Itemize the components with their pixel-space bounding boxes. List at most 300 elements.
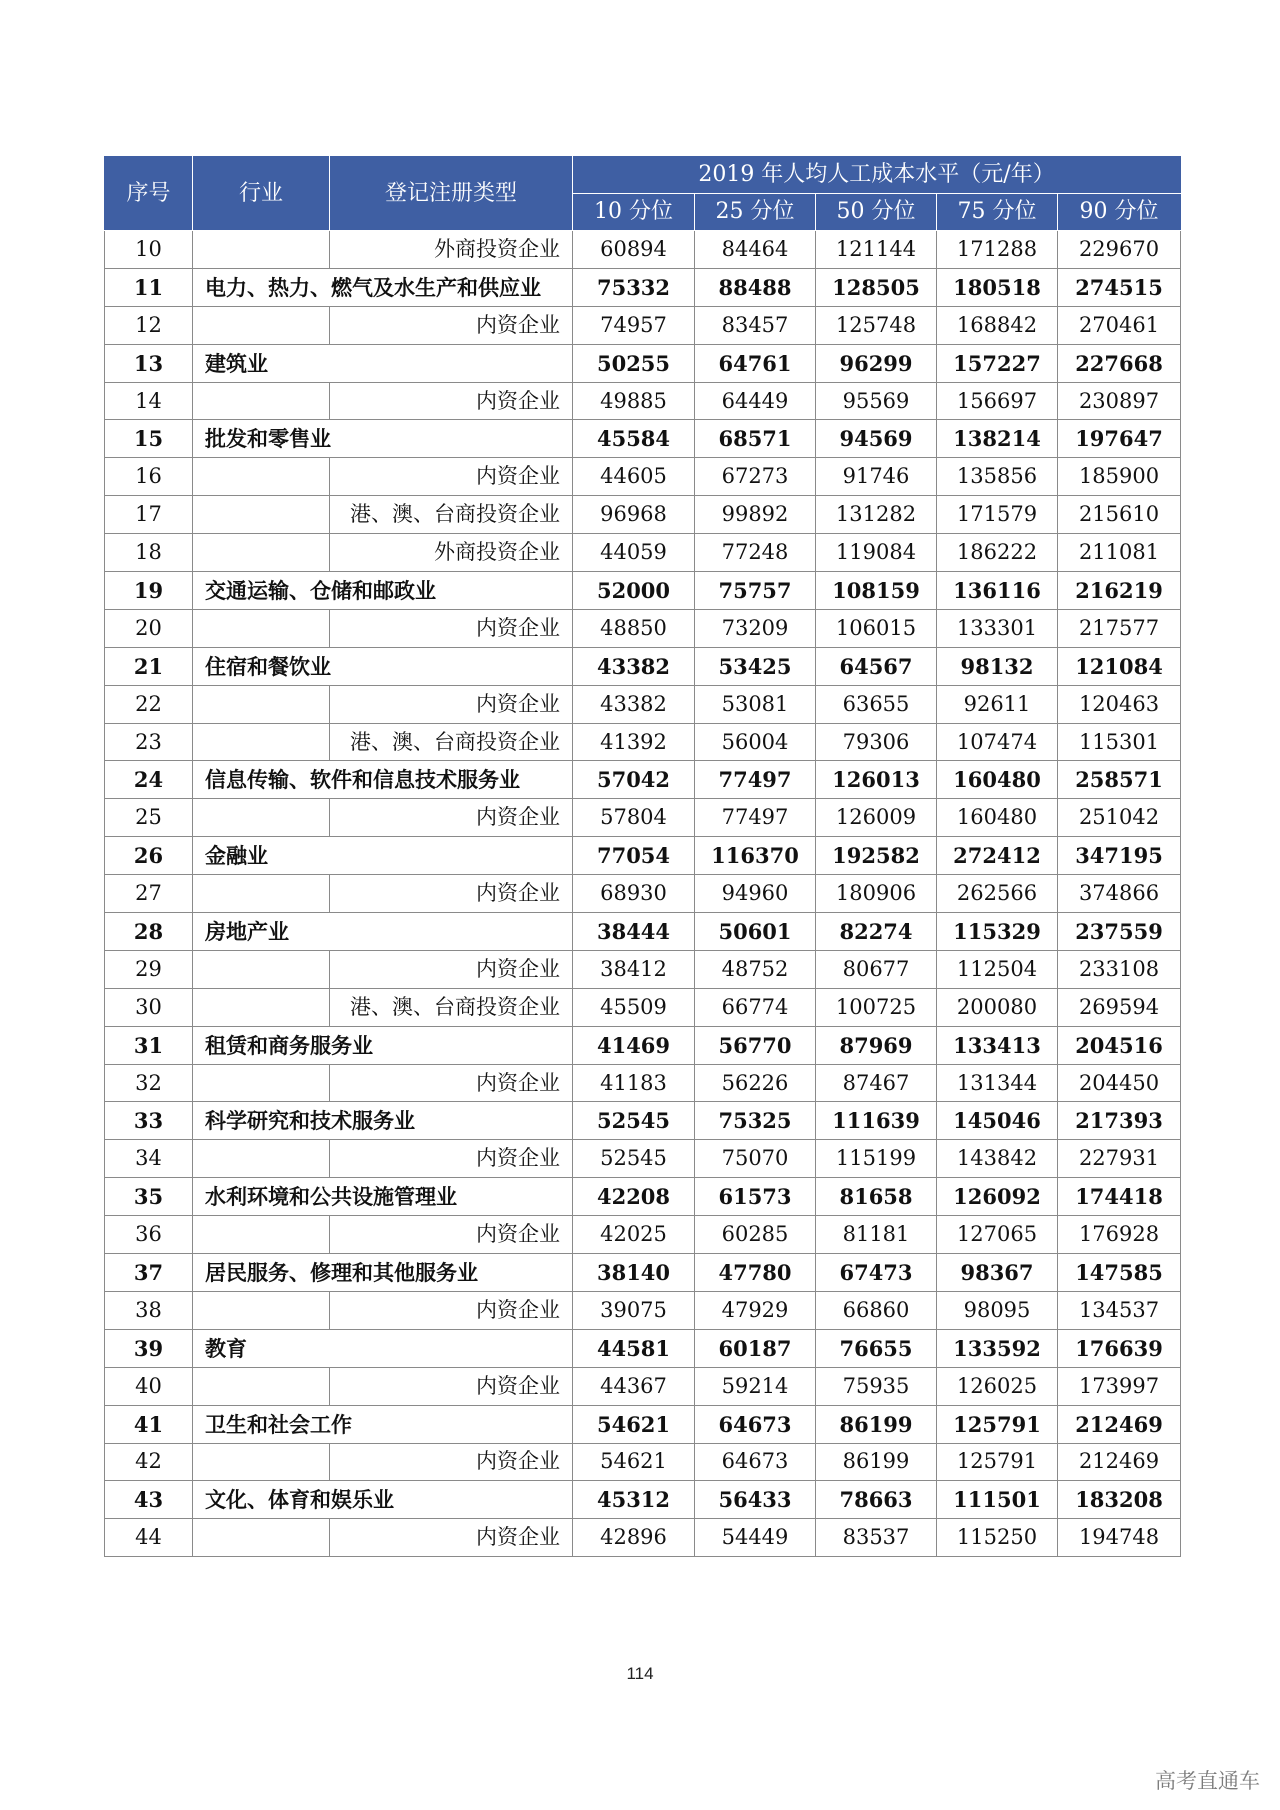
cell-p50: 95569 [816, 382, 937, 420]
table-row [105, 382, 1181, 420]
cell-industry [193, 988, 330, 1026]
header-p10: 10 分位 [573, 194, 695, 231]
cell-industry: 租赁和商务服务业 [193, 1026, 330, 1064]
cell-p75: 171579 [937, 496, 1058, 534]
table-row [105, 1178, 1181, 1216]
cell-p10: 44367 [573, 1367, 695, 1405]
cell-p50: 91746 [816, 458, 937, 496]
cell-p25: 77248 [695, 534, 816, 572]
cell-p75: 180518 [937, 268, 1058, 306]
cell-industry: 电力、热力、燃气及水生产和供应业 [193, 268, 330, 306]
cell-p25: 66774 [695, 988, 816, 1026]
cell-industry: 科学研究和技术服务业 [193, 1102, 330, 1140]
cell-p25: 116370 [695, 837, 816, 875]
header-p25: 25 分位 [695, 194, 816, 231]
cell-seq: 30 [105, 988, 193, 1026]
cell-industry [193, 458, 330, 496]
cell-p50: 81181 [816, 1216, 937, 1254]
cell-p75: 135856 [937, 458, 1058, 496]
cell-p90: 227668 [1058, 344, 1181, 382]
table-row [105, 723, 1181, 761]
cell-p90: 197647 [1058, 420, 1181, 458]
table-row [105, 1405, 1181, 1443]
cell-p75: 186222 [937, 534, 1058, 572]
cell-p90: 269594 [1058, 988, 1181, 1026]
cell-p90: 258571 [1058, 761, 1181, 799]
cell-p10: 45312 [573, 1481, 695, 1519]
cell-seq: 38 [105, 1291, 193, 1329]
cell-p90: 134537 [1058, 1291, 1181, 1329]
cell-p10: 42208 [573, 1178, 695, 1216]
cell-p50: 106015 [816, 609, 937, 647]
cell-p50: 125748 [816, 306, 937, 344]
cell-industry: 教育 [193, 1329, 330, 1367]
cell-p10: 43382 [573, 647, 695, 685]
cell-p50: 66860 [816, 1291, 937, 1329]
cell-p25: 56433 [695, 1481, 816, 1519]
cell-p90: 233108 [1058, 950, 1181, 988]
cell-reg-type: 内资企业 [330, 685, 573, 723]
labor-cost-table [104, 156, 1181, 1557]
cell-seq: 39 [105, 1329, 193, 1367]
cell-seq: 10 [105, 231, 193, 269]
table-row [105, 1216, 1181, 1254]
cell-p75: 125791 [937, 1405, 1058, 1443]
cell-p90: 121084 [1058, 647, 1181, 685]
cell-reg-type [330, 1329, 573, 1367]
cell-p10: 38412 [573, 950, 695, 988]
cell-reg-type [330, 344, 573, 382]
watermark-text: 高考直通车 [1155, 1769, 1260, 1793]
cell-seq: 36 [105, 1216, 193, 1254]
cell-industry: 居民服务、修理和其他服务业 [193, 1254, 330, 1292]
page-number: 114 [626, 1664, 654, 1683]
cell-p75: 98132 [937, 647, 1058, 685]
cell-reg-type [330, 837, 573, 875]
cell-p75: 112504 [937, 950, 1058, 988]
table-row [105, 837, 1181, 875]
cell-seq: 20 [105, 609, 193, 647]
table-row [105, 1481, 1181, 1519]
cell-industry [193, 875, 330, 913]
cell-p10: 68930 [573, 875, 695, 913]
cell-p75: 200080 [937, 988, 1058, 1026]
header-p90: 90 分位 [1058, 194, 1181, 231]
header-p50: 50 分位 [816, 194, 937, 231]
cell-p75: 156697 [937, 382, 1058, 420]
cell-p90: 212469 [1058, 1443, 1181, 1481]
cell-p10: 52545 [573, 1102, 695, 1140]
cell-p90: 183208 [1058, 1481, 1181, 1519]
cell-reg-type [330, 647, 573, 685]
cell-p25: 94960 [695, 875, 816, 913]
cell-seq: 31 [105, 1026, 193, 1064]
cell-p75: 145046 [937, 1102, 1058, 1140]
table-row [105, 534, 1181, 572]
cell-industry [193, 609, 330, 647]
cell-p25: 56004 [695, 723, 816, 761]
cell-p75: 125791 [937, 1443, 1058, 1481]
cost-table-container [104, 156, 1180, 1557]
cell-p50: 67473 [816, 1254, 937, 1292]
cell-reg-type: 内资企业 [330, 875, 573, 913]
cell-reg-type: 外商投资企业 [330, 534, 573, 572]
cell-p75: 107474 [937, 723, 1058, 761]
cell-reg-type: 内资企业 [330, 1216, 573, 1254]
cell-p25: 59214 [695, 1367, 816, 1405]
cell-p90: 204516 [1058, 1026, 1181, 1064]
cell-p10: 54621 [573, 1405, 695, 1443]
cell-p10: 39075 [573, 1291, 695, 1329]
cell-p90: 204450 [1058, 1064, 1181, 1102]
cell-p50: 131282 [816, 496, 937, 534]
table-row [105, 609, 1181, 647]
cell-seq: 28 [105, 913, 193, 951]
cell-seq: 37 [105, 1254, 193, 1292]
cell-p25: 75070 [695, 1140, 816, 1178]
cell-p75: 133592 [937, 1329, 1058, 1367]
cell-seq: 14 [105, 382, 193, 420]
cell-p50: 119084 [816, 534, 937, 572]
cell-p75: 136116 [937, 572, 1058, 610]
cell-p90: 194748 [1058, 1519, 1181, 1557]
cell-p10: 42896 [573, 1519, 695, 1557]
table-row [105, 306, 1181, 344]
cell-p50: 121144 [816, 231, 937, 269]
cell-p90: 347195 [1058, 837, 1181, 875]
table-row [105, 875, 1181, 913]
cell-p10: 38140 [573, 1254, 695, 1292]
cell-seq: 23 [105, 723, 193, 761]
table-row [105, 950, 1181, 988]
header-industry: 行业 [193, 157, 330, 231]
cell-reg-type [330, 1405, 573, 1443]
cell-industry [193, 685, 330, 723]
cell-p25: 56226 [695, 1064, 816, 1102]
table-row [105, 685, 1181, 723]
cell-p10: 48850 [573, 609, 695, 647]
cell-p75: 171288 [937, 231, 1058, 269]
table-row [105, 1291, 1181, 1329]
cell-industry [193, 306, 330, 344]
cell-reg-type: 内资企业 [330, 382, 573, 420]
cell-p90: 212469 [1058, 1405, 1181, 1443]
cell-p75: 160480 [937, 761, 1058, 799]
cell-p90: 227931 [1058, 1140, 1181, 1178]
cell-p75: 127065 [937, 1216, 1058, 1254]
cell-p75: 160480 [937, 799, 1058, 837]
header-group-title: 2019 年人均人工成本水平（元/年） [573, 157, 1181, 194]
cell-seq: 16 [105, 458, 193, 496]
cell-seq: 25 [105, 799, 193, 837]
cell-p50: 76655 [816, 1329, 937, 1367]
cell-reg-type: 内资企业 [330, 1443, 573, 1481]
cell-industry: 金融业 [193, 837, 330, 875]
cell-p25: 60285 [695, 1216, 816, 1254]
cell-industry [193, 382, 330, 420]
cell-p25: 73209 [695, 609, 816, 647]
cell-industry: 房地产业 [193, 913, 330, 951]
cell-p10: 57804 [573, 799, 695, 837]
table-row [105, 913, 1181, 951]
cell-seq: 40 [105, 1367, 193, 1405]
cell-industry [193, 1064, 330, 1102]
cell-industry: 建筑业 [193, 344, 330, 382]
cell-industry [193, 1443, 330, 1481]
cell-p50: 87467 [816, 1064, 937, 1102]
cell-reg-type: 内资企业 [330, 306, 573, 344]
cell-p90: 176639 [1058, 1329, 1181, 1367]
table-row [105, 268, 1181, 306]
table-row [105, 1064, 1181, 1102]
cell-seq: 41 [105, 1405, 193, 1443]
cell-seq: 34 [105, 1140, 193, 1178]
cell-p10: 42025 [573, 1216, 695, 1254]
cell-p75: 133413 [937, 1026, 1058, 1064]
cell-seq: 12 [105, 306, 193, 344]
cell-seq: 29 [105, 950, 193, 988]
cell-p50: 180906 [816, 875, 937, 913]
cell-seq: 42 [105, 1443, 193, 1481]
cell-p90: 229670 [1058, 231, 1181, 269]
cell-p25: 99892 [695, 496, 816, 534]
cell-p25: 88488 [695, 268, 816, 306]
cell-p10: 44605 [573, 458, 695, 496]
cell-p25: 60187 [695, 1329, 816, 1367]
cell-seq: 11 [105, 268, 193, 306]
cell-p90: 211081 [1058, 534, 1181, 572]
cell-p50: 86199 [816, 1405, 937, 1443]
table-row [105, 988, 1181, 1026]
cell-p75: 98367 [937, 1254, 1058, 1292]
cell-p50: 75935 [816, 1367, 937, 1405]
cell-p90: 174418 [1058, 1178, 1181, 1216]
cell-p75: 157227 [937, 344, 1058, 382]
cell-p25: 75325 [695, 1102, 816, 1140]
cell-industry [193, 496, 330, 534]
cell-p75: 168842 [937, 306, 1058, 344]
cell-p75: 138214 [937, 420, 1058, 458]
cell-p90: 185900 [1058, 458, 1181, 496]
cell-p75: 115250 [937, 1519, 1058, 1557]
cell-p75: 262566 [937, 875, 1058, 913]
cell-p50: 108159 [816, 572, 937, 610]
cell-industry [193, 534, 330, 572]
cell-seq: 19 [105, 572, 193, 610]
cell-seq: 27 [105, 875, 193, 913]
cell-p10: 44581 [573, 1329, 695, 1367]
table-row [105, 1026, 1181, 1064]
cell-p25: 47929 [695, 1291, 816, 1329]
cell-p25: 75757 [695, 572, 816, 610]
cell-p25: 53081 [695, 685, 816, 723]
cell-p75: 111501 [937, 1481, 1058, 1519]
cell-p50: 126013 [816, 761, 937, 799]
cell-p50: 80677 [816, 950, 937, 988]
cell-p25: 64449 [695, 382, 816, 420]
cell-seq: 21 [105, 647, 193, 685]
cell-reg-type [330, 420, 573, 458]
cell-p90: 217393 [1058, 1102, 1181, 1140]
table-row [105, 1254, 1181, 1292]
cell-industry [193, 723, 330, 761]
cell-reg-type [330, 913, 573, 951]
cell-p25: 47780 [695, 1254, 816, 1292]
cell-seq: 35 [105, 1178, 193, 1216]
table-row [105, 420, 1181, 458]
cell-reg-type: 内资企业 [330, 1064, 573, 1102]
cell-industry [193, 231, 330, 269]
cell-p25: 64673 [695, 1443, 816, 1481]
cell-p10: 49885 [573, 382, 695, 420]
cell-p25: 50601 [695, 913, 816, 951]
cell-industry [193, 1140, 330, 1178]
cell-reg-type: 内资企业 [330, 1291, 573, 1329]
cell-p10: 77054 [573, 837, 695, 875]
table-header [105, 157, 1181, 231]
cell-p10: 50255 [573, 344, 695, 382]
table-row [105, 1329, 1181, 1367]
table-row [105, 496, 1181, 534]
cell-p50: 94569 [816, 420, 937, 458]
cell-p50: 111639 [816, 1102, 937, 1140]
cell-p10: 41183 [573, 1064, 695, 1102]
cell-p75: 143842 [937, 1140, 1058, 1178]
cell-p50: 128505 [816, 268, 937, 306]
cell-industry: 卫生和社会工作 [193, 1405, 330, 1443]
cell-industry [193, 950, 330, 988]
cell-p10: 44059 [573, 534, 695, 572]
cell-p75: 115329 [937, 913, 1058, 951]
cell-industry: 水利环境和公共设施管理业 [193, 1178, 330, 1216]
cell-industry [193, 799, 330, 837]
cell-p10: 45509 [573, 988, 695, 1026]
cell-p50: 63655 [816, 685, 937, 723]
cell-p25: 61573 [695, 1178, 816, 1216]
table-row [105, 1367, 1181, 1405]
header-reg-type: 登记注册类型 [330, 157, 573, 231]
cell-p75: 98095 [937, 1291, 1058, 1329]
table-row [105, 572, 1181, 610]
cell-p75: 92611 [937, 685, 1058, 723]
cell-p10: 52545 [573, 1140, 695, 1178]
cell-reg-type: 内资企业 [330, 609, 573, 647]
cell-p25: 83457 [695, 306, 816, 344]
cell-p50: 79306 [816, 723, 937, 761]
cell-seq: 43 [105, 1481, 193, 1519]
cell-p90: 251042 [1058, 799, 1181, 837]
cell-p10: 38444 [573, 913, 695, 951]
cell-p25: 53425 [695, 647, 816, 685]
cell-p10: 74957 [573, 306, 695, 344]
cell-seq: 18 [105, 534, 193, 572]
cell-industry: 住宿和餐饮业 [193, 647, 330, 685]
header-p75: 75 分位 [937, 194, 1058, 231]
cell-industry: 文化、体育和娱乐业 [193, 1481, 330, 1519]
cell-reg-type: 外商投资企业 [330, 231, 573, 269]
cell-p25: 68571 [695, 420, 816, 458]
cell-reg-type: 内资企业 [330, 799, 573, 837]
cell-reg-type: 内资企业 [330, 458, 573, 496]
cell-p90: 270461 [1058, 306, 1181, 344]
cell-p50: 115199 [816, 1140, 937, 1178]
cell-p25: 64673 [695, 1405, 816, 1443]
header-seq: 序号 [105, 157, 193, 231]
cell-industry [193, 1291, 330, 1329]
cell-p10: 60894 [573, 231, 695, 269]
cell-p90: 237559 [1058, 913, 1181, 951]
cell-p90: 374866 [1058, 875, 1181, 913]
cell-reg-type: 内资企业 [330, 1140, 573, 1178]
cell-p90: 215610 [1058, 496, 1181, 534]
cell-seq: 22 [105, 685, 193, 723]
table-row [105, 1519, 1181, 1557]
cell-p75: 126025 [937, 1367, 1058, 1405]
cell-p90: 115301 [1058, 723, 1181, 761]
cell-industry [193, 1519, 330, 1557]
cell-seq: 24 [105, 761, 193, 799]
cell-p90: 274515 [1058, 268, 1181, 306]
cell-industry: 交通运输、仓储和邮政业 [193, 572, 330, 610]
cell-seq: 33 [105, 1102, 193, 1140]
table-body [105, 231, 1181, 1557]
cell-industry: 信息传输、软件和信息技术服务业 [193, 761, 330, 799]
cell-reg-type: 港、澳、台商投资企业 [330, 496, 573, 534]
cell-p10: 54621 [573, 1443, 695, 1481]
cell-p50: 192582 [816, 837, 937, 875]
cell-p50: 96299 [816, 344, 937, 382]
table-row [105, 231, 1181, 269]
cell-p50: 87969 [816, 1026, 937, 1064]
cell-seq: 17 [105, 496, 193, 534]
table-row [105, 647, 1181, 685]
cell-p25: 64761 [695, 344, 816, 382]
cell-p50: 86199 [816, 1443, 937, 1481]
cell-p75: 133301 [937, 609, 1058, 647]
cell-p50: 100725 [816, 988, 937, 1026]
cell-seq: 44 [105, 1519, 193, 1557]
cell-p10: 41469 [573, 1026, 695, 1064]
cell-p25: 67273 [695, 458, 816, 496]
cell-seq: 32 [105, 1064, 193, 1102]
cell-p90: 176928 [1058, 1216, 1181, 1254]
cell-p10: 45584 [573, 420, 695, 458]
table-row [105, 1102, 1181, 1140]
cell-reg-type: 内资企业 [330, 1367, 573, 1405]
cell-p25: 56770 [695, 1026, 816, 1064]
cell-p50: 81658 [816, 1178, 937, 1216]
table-row [105, 761, 1181, 799]
cell-reg-type: 内资企业 [330, 950, 573, 988]
cell-reg-type: 港、澳、台商投资企业 [330, 723, 573, 761]
cell-p75: 131344 [937, 1064, 1058, 1102]
cell-seq: 26 [105, 837, 193, 875]
cell-p50: 126009 [816, 799, 937, 837]
cell-p90: 173997 [1058, 1367, 1181, 1405]
cell-p50: 78663 [816, 1481, 937, 1519]
cell-p25: 77497 [695, 761, 816, 799]
cell-p25: 77497 [695, 799, 816, 837]
table-row [105, 1140, 1181, 1178]
cell-p25: 84464 [695, 231, 816, 269]
cell-p50: 83537 [816, 1519, 937, 1557]
cell-p50: 82274 [816, 913, 937, 951]
cell-p90: 147585 [1058, 1254, 1181, 1292]
cell-p50: 64567 [816, 647, 937, 685]
cell-p75: 126092 [937, 1178, 1058, 1216]
cell-industry: 批发和零售业 [193, 420, 330, 458]
cell-p10: 96968 [573, 496, 695, 534]
